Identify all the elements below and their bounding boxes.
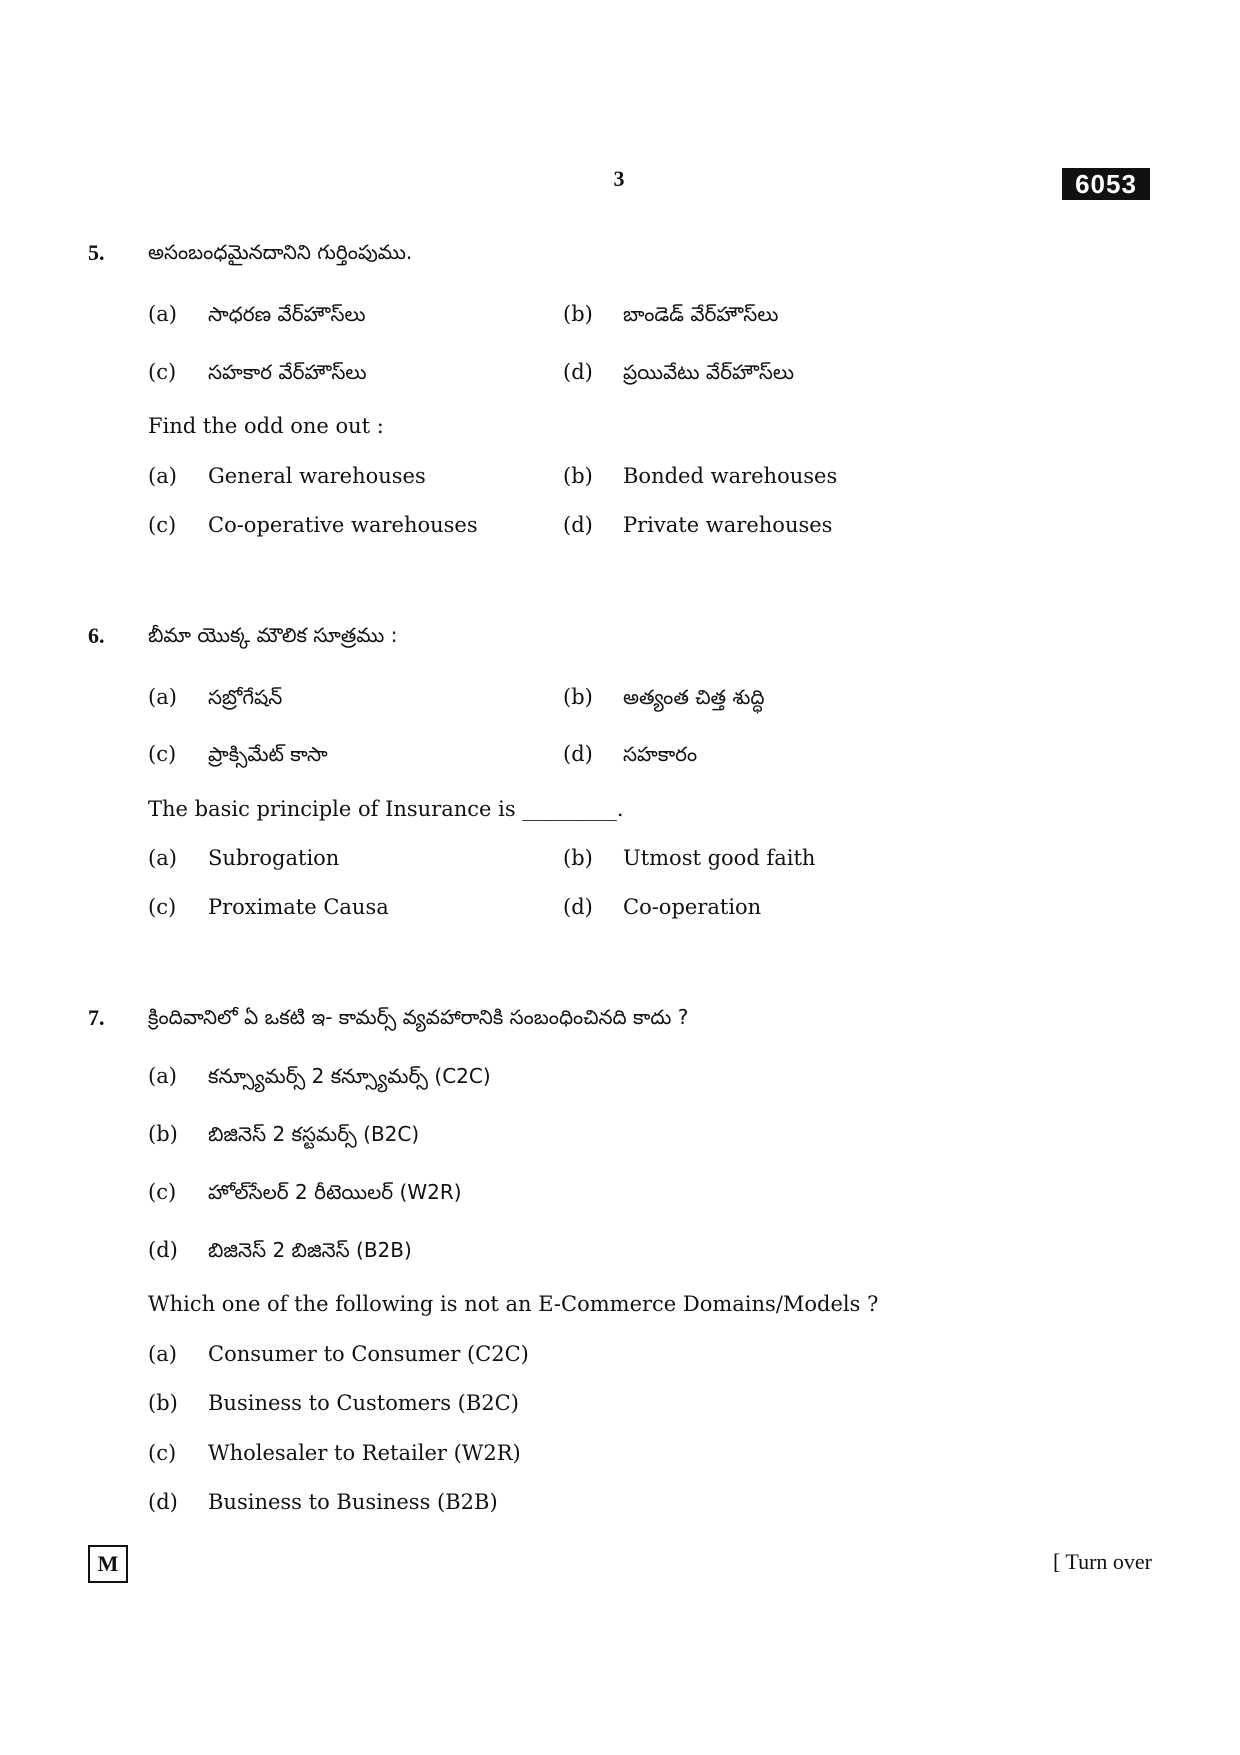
option-label: (c) [148, 360, 177, 384]
option-text: సాధరణ వేర్‌హౌస్‌లు [208, 302, 366, 326]
option-label: (b) [148, 1391, 178, 1415]
option-label: (b) [563, 302, 593, 326]
option-label: (d) [563, 895, 593, 919]
option-text: Proximate Causa [208, 895, 389, 919]
option-label: (d) [148, 1238, 178, 1262]
option-text: Consumer to Consumer (C2C) [208, 1342, 529, 1366]
option-text: ప్రయివేటు వేర్‌హౌస్‌లు [623, 360, 794, 384]
option-label: (a) [148, 1342, 177, 1366]
option-label: (c) [148, 1180, 177, 1204]
option-label: (b) [563, 464, 593, 488]
option-label: (b) [148, 1122, 178, 1146]
option-text: సహకార వేర్‌హౌస్‌లు [208, 360, 367, 384]
option-label: (c) [148, 513, 177, 537]
option-text: సబ్రోగేషన్ [208, 685, 283, 709]
question-number: 7. [88, 1005, 105, 1030]
option-text: బిజినెస్ 2 బిజినెస్ (B2B) [208, 1238, 412, 1262]
english-stem: Find the odd one out : [148, 414, 384, 438]
option-label: (d) [148, 1490, 178, 1514]
option-text: ప్రాక్సిమేట్ కాసా [208, 742, 328, 766]
option-label: (a) [148, 302, 177, 326]
option-label: (a) [148, 464, 177, 488]
option-label: (d) [563, 742, 593, 766]
option-label: (c) [148, 895, 177, 919]
option-text: అత్యంత చిత్త శుద్ధి [623, 685, 765, 709]
question-number: 6. [88, 623, 105, 648]
turn-over-note: [ Turn over [1052, 1549, 1152, 1574]
medium-mark-box: M [88, 1545, 128, 1583]
option-text: Co-operative warehouses [208, 513, 478, 537]
telugu-stem: క్రిందివానిలో ఏ ఒకటి ఇ- కామర్స్ వ్యవహారానికి సంబంధించినది కాదు ? [148, 1005, 689, 1029]
option-text: బిజినెస్ 2 కస్టమర్స్ (B2C) [208, 1122, 420, 1146]
option-label: (c) [148, 742, 177, 766]
telugu-stem: బీమా యొక్క మౌలిక సూత్రము : [148, 623, 398, 647]
option-text: Bonded warehouses [623, 464, 838, 488]
option-label: (d) [563, 513, 593, 537]
english-stem: The basic principle of Insurance is _________. [148, 797, 624, 821]
option-text: Business to Business (B2B) [208, 1490, 498, 1514]
option-text: General warehouses [208, 464, 426, 488]
option-label: (b) [563, 685, 593, 709]
option-text: సహకారం [623, 742, 698, 766]
option-text: Subrogation [208, 846, 340, 870]
option-text: Co-operation [623, 895, 762, 919]
option-text: హోల్‌సేలర్ 2 రీటెయిలర్ (W2R) [208, 1180, 462, 1204]
option-text: Business to Customers (B2C) [208, 1391, 519, 1415]
option-label: (a) [148, 846, 177, 870]
page-number: 3 [613, 166, 625, 191]
option-label: (a) [148, 1064, 177, 1088]
option-text: Wholesaler to Retailer (W2R) [208, 1441, 521, 1465]
option-label: (d) [563, 360, 593, 384]
paper-code-badge: 6053 [1062, 168, 1150, 200]
option-label: (c) [148, 1441, 177, 1465]
option-text: Utmost good faith [623, 846, 816, 870]
option-label: (a) [148, 685, 177, 709]
option-label: (b) [563, 846, 593, 870]
english-stem: Which one of the following is not an E-Commerce Domains/Models ? [148, 1292, 879, 1316]
telugu-stem: అసంబంధమైనదానిని గుర్తింపుము. [148, 240, 413, 264]
question-number: 5. [88, 240, 105, 265]
option-text: Private warehouses [623, 513, 833, 537]
option-text: బాండెడ్ వేర్‌హౌస్‌లు [623, 302, 779, 326]
option-text: కన్స్యూమర్స్ 2 కన్స్యూమర్స్ (C2C) [208, 1064, 491, 1088]
